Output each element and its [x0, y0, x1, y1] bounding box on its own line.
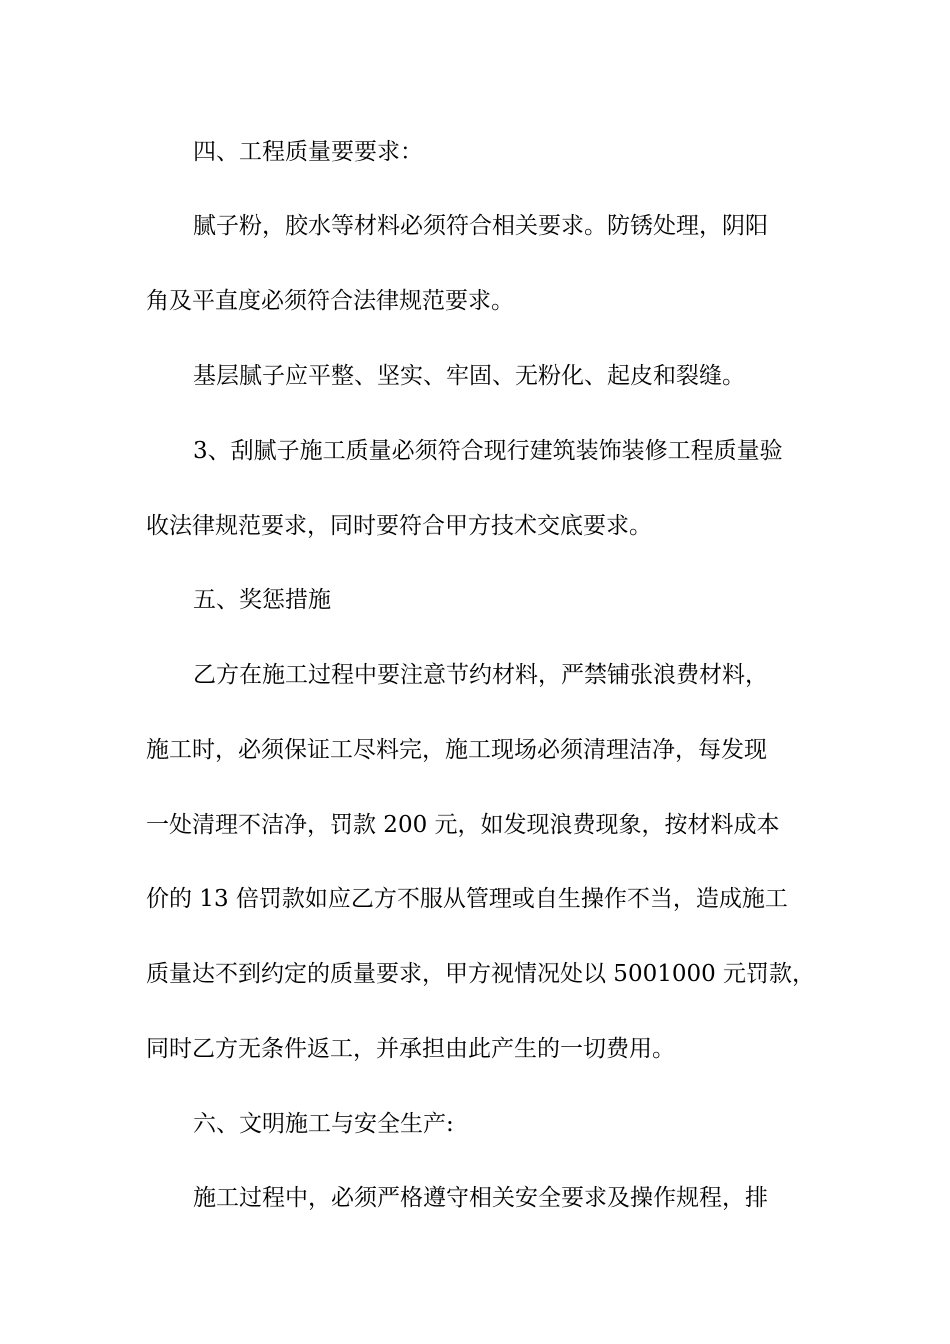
paragraph-line: 3、刮腻子施工质量必须符合现行建筑装饰装修工程质量验 [193, 438, 783, 464]
paragraph-line: 同时乙方无条件返工，并承担由此产生的一切费用。 [146, 1036, 675, 1062]
paragraph-line: 一处清理不洁净，罚款 200 元，如发现浪费现象，按材料成本 [146, 812, 780, 838]
paragraph-line: 乙方在施工过程中要注意节约材料，严禁铺张浪费材料， [193, 662, 768, 688]
paragraph-line: 腻子粉，胶水等材料必须符合相关要求。防锈处理，阴阳 [193, 213, 768, 239]
paragraph-line: 施工过程中，必须严格遵守相关安全要求及操作规程，排 [193, 1185, 768, 1211]
paragraph-line: 基层腻子应平整、坚实、牢固、无粉化、起皮和裂缝。 [193, 363, 745, 389]
paragraph-line: 角及平直度必须符合法律规范要求。 [146, 288, 514, 314]
paragraph-line: 质量达不到约定的质量要求，甲方视情况处以 5001000 元罚款， [146, 961, 816, 987]
section-heading-safety: 六、文明施工与安全生产: [193, 1111, 454, 1137]
paragraph-line: 价的 13 倍罚款如应乙方不服从管理或自生操作不当，造成施工 [146, 886, 788, 912]
paragraph-line: 施工时，必须保证工尽料完，施工现场必须清理洁净，每发现 [146, 737, 767, 763]
section-heading-rewards: 五、奖惩措施 [193, 587, 331, 613]
paragraph-line: 收法律规范要求，同时要符合甲方技术交底要求。 [146, 513, 652, 539]
section-heading-quality: 四、工程质量要要求： [193, 139, 423, 165]
